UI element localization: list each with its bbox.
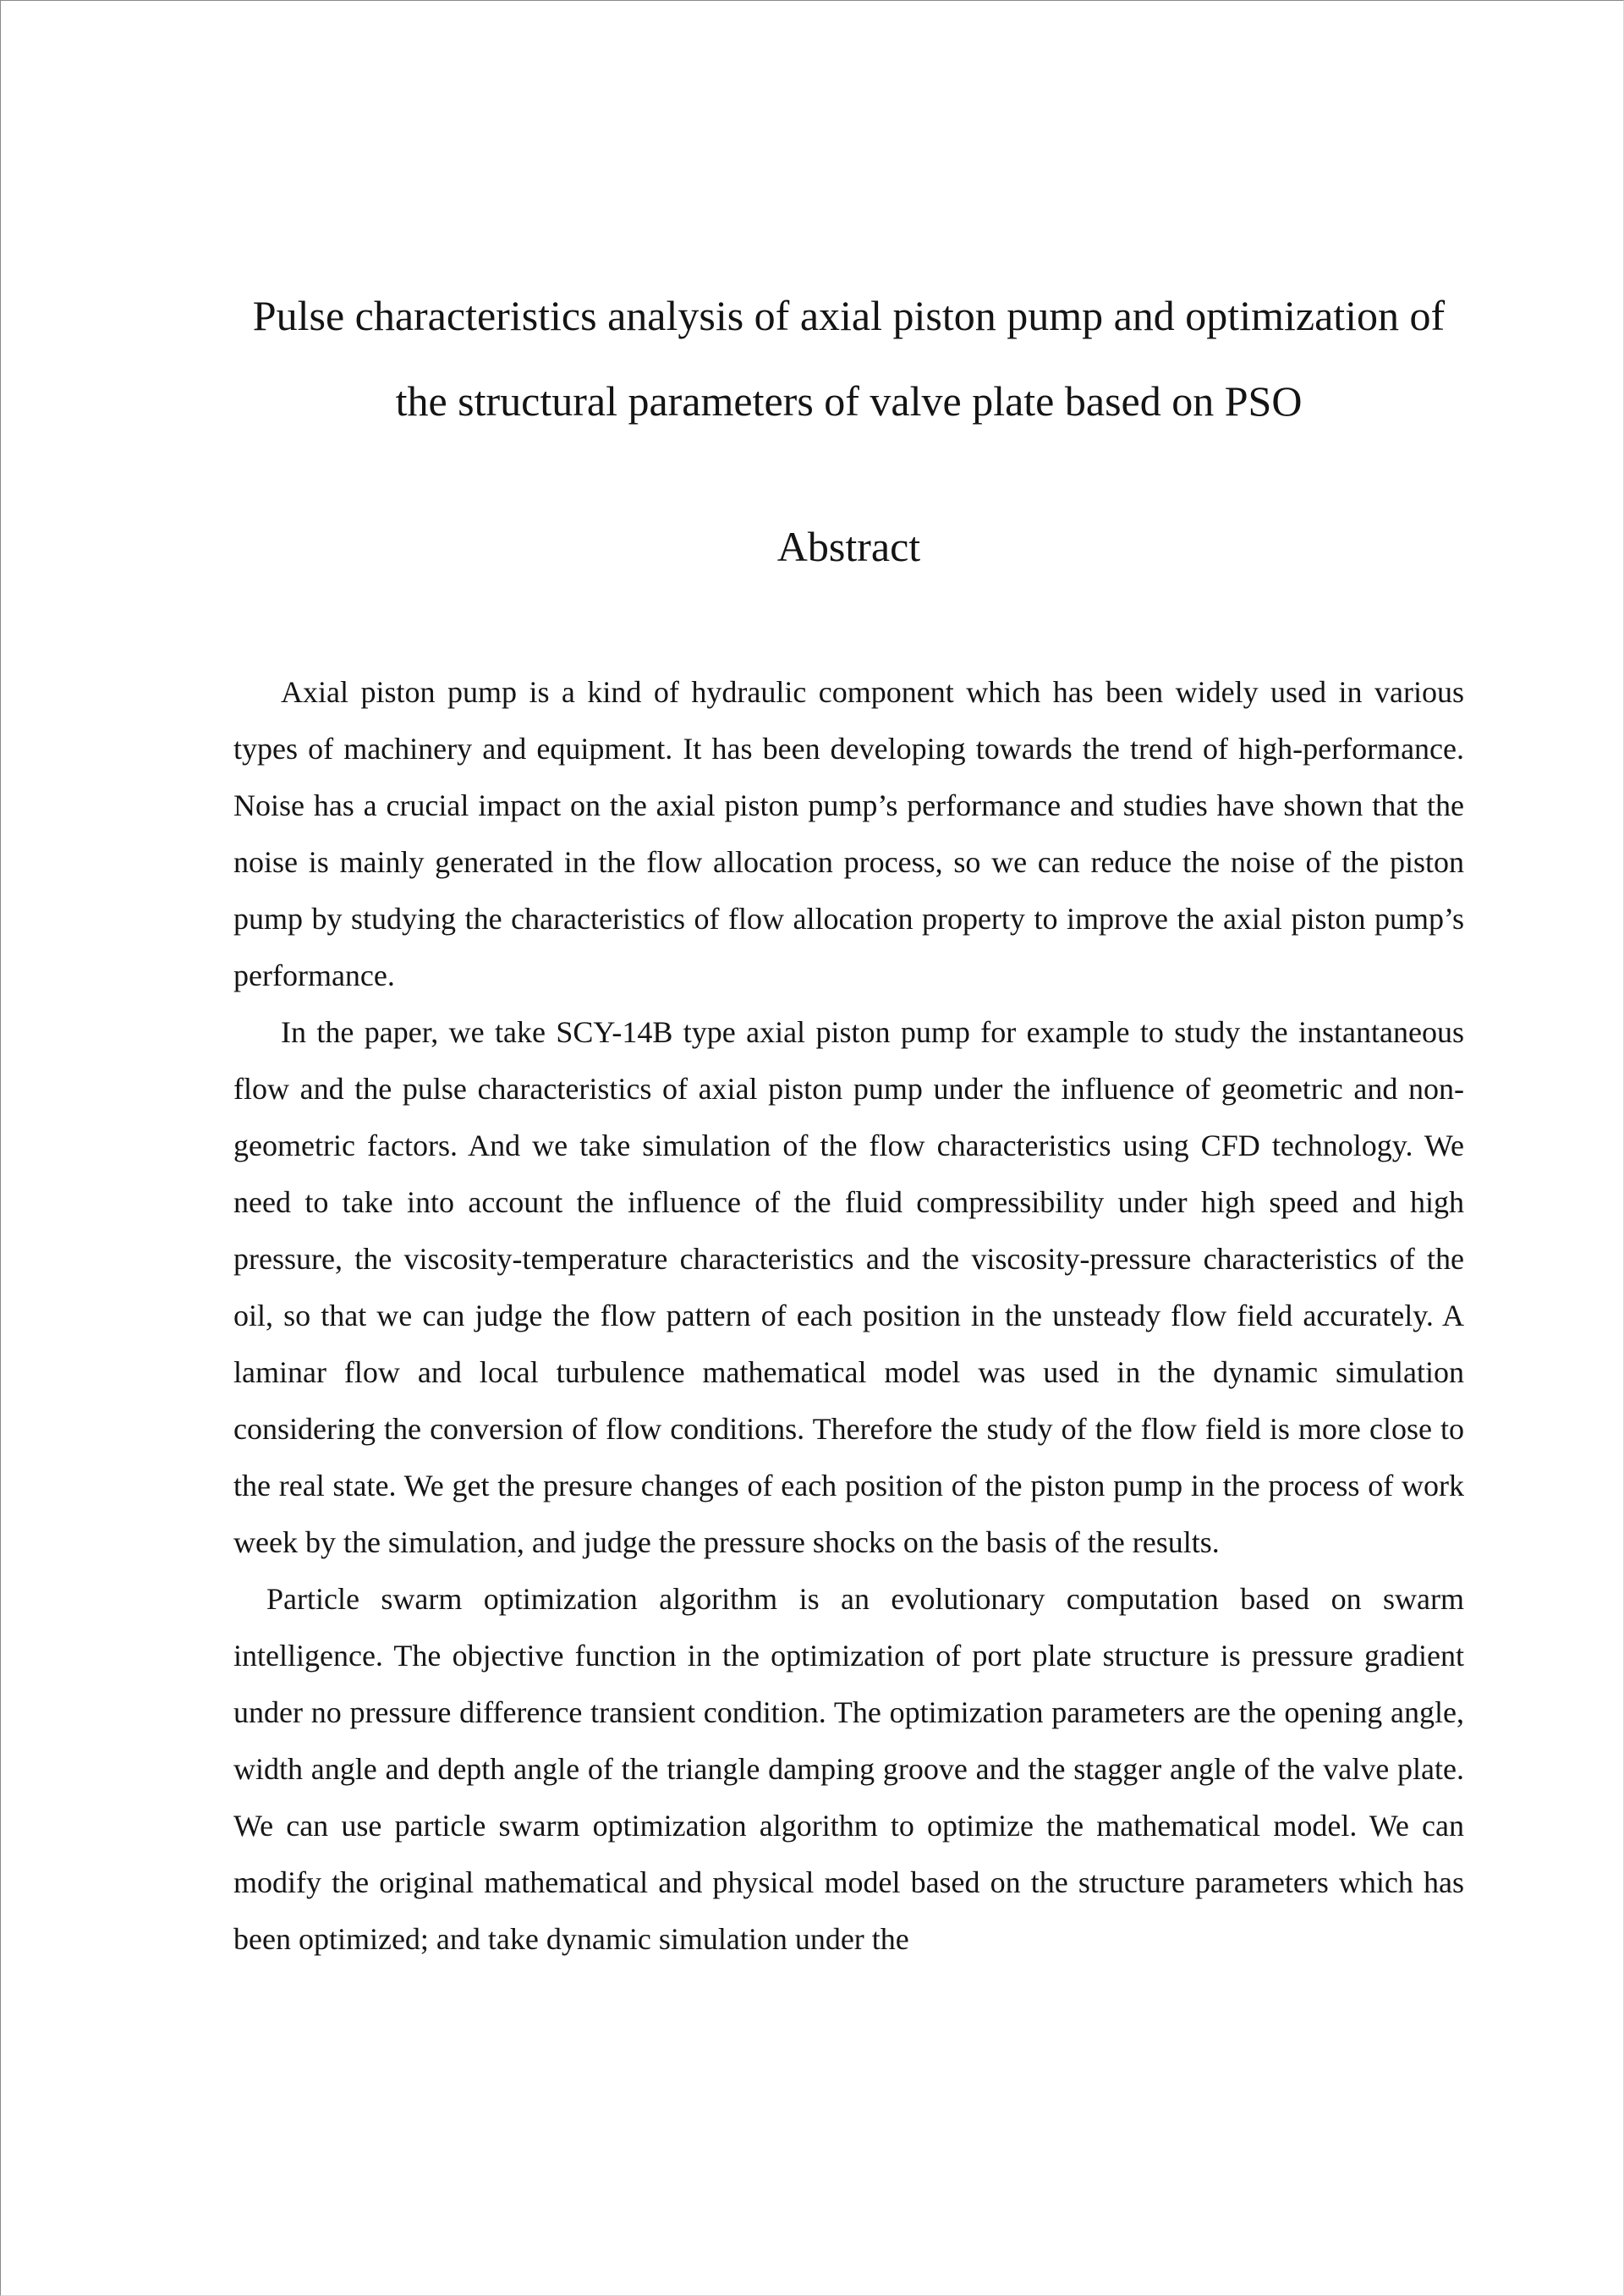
abstract-heading: Abstract (776, 523, 921, 570)
abstract-paragraph-1: Axial piston pump is a kind of hydraulic component which has been widely used in various types of machinery and equipment. It has been developing towards the trend of high-performance. Noise has a crucial impact on the axial piston pump’s performance and studies have shown that the noise is mainly generated in the flow allocation process, so we can reduce the noise of the piston pump by studying the characteristics of flow allocation property to improve the axial piston pump’s performance. (233, 675, 1464, 992)
abstract-paragraph-3: Particle swarm optimization algorithm is an evolutionary computation based on swarm intelligence. The objective function in the optimization of port plate structure is pressure gradient under no pressure difference transient condition. The optimization parameters are the opening angle, width angle and depth angle of the triangle damping groove and the stagger angle of the valve plate. We can use particle swarm optimization algorithm to optimize the mathematical model. We can modify the original mathematical and physical model based on the structure parameters which has been optimized; and take dynamic simulation under the (233, 1582, 1464, 1956)
document-title: Pulse characteristics analysis of axial piston pump and optimization of the structural parameters of valve plate based on PSO (252, 292, 1446, 425)
abstract-body (233, 664, 1464, 1968)
abstract-paragraph-2: In the paper, we take SCY-14B type axial piston pump for example to study the instantaneous flow and the pulse characteristics of axial piston pump under the influence of geometric and non-geometric factors. And we take simulation of the flow characteristics using CFD technology. We need to take into account the influence of the fluid compressibility under high speed and high pressure, the viscosity-temperature characteristics and the viscosity-pressure characteristics of the oil, so that we can judge the flow pattern of each position in the unsteady flow field accurately. A laminar flow and local turbulence mathematical model was used in the dynamic simulation considering the conversion of flow conditions. Therefore the study of the flow field is more close to the real state. We get the presure changes of each position of the piston pump in the process of work week by the simulation, and judge the pressure shocks on the basis of the results. (233, 1015, 1464, 1559)
